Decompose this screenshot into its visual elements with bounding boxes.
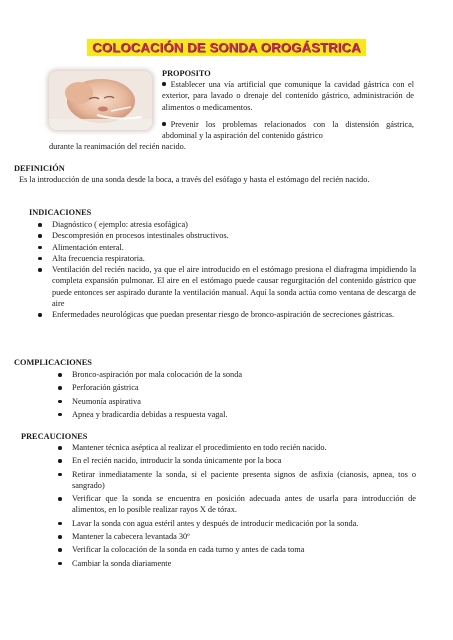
- list-item: Ventilación del recién nacido, ya que el aire introducido en el estómago presiona el diafragma impidiendo la completa expansión pulmonar. El aire en el estómago puede causar regurgitación del contenido gástrico que puede entonces ser aspirado durante la ventilación manual. Aquí la sonda actúa como ventana de descarga de aire: [52, 264, 416, 309]
- precauciones-list: [72, 442, 416, 569]
- bullet-icon: [58, 497, 62, 501]
- list-item: Verificar que la sonda se encuentra en posición adecuada antes de usarla para introducción de alimentos, en lo posible realizar rayos X de tórax.: [72, 493, 416, 516]
- bullet-icon: [58, 535, 62, 539]
- list-item: Perforación gástrica: [72, 382, 412, 393]
- list-item: Neumonía aspirativa: [72, 396, 412, 407]
- bullet-icon: [58, 548, 62, 552]
- bullet-icon: [58, 446, 62, 450]
- indicaciones-heading: INDICACIONES: [29, 208, 92, 217]
- list-item: Descompresión en procesos intestinales obstructivos.: [52, 230, 416, 241]
- list-item: Mantener técnica aséptica al realizar el procedimiento en todo recién nacido.: [72, 442, 416, 453]
- bullet-icon: [58, 522, 62, 526]
- bullet-icon: [58, 562, 62, 566]
- definicion-text: Es la introducción de una sonda desde la boca, a través del esófago y hasta el estómago del recién nacido.: [19, 175, 370, 184]
- list-item: Mantener la cabecera levantada 30º: [72, 531, 416, 542]
- list-item: Alta frecuencia respiratoria.: [52, 253, 416, 264]
- list-item: Cambiar la sonda diariamente: [72, 558, 416, 569]
- precauciones-heading: PRECAUCIONES: [21, 432, 88, 441]
- list-item: En el recién nacido, introducir la sonda únicamente por la boca: [72, 455, 416, 466]
- bullet-icon: [58, 386, 62, 390]
- bullet-icon: [58, 413, 62, 417]
- title-wrap: [0, 39, 453, 57]
- proposito-heading: PROPOSITO: [162, 69, 211, 78]
- bullet-icon: [38, 313, 42, 317]
- list-item: Apnea y bradicardia debidas a respuesta vagal.: [72, 409, 412, 420]
- bullet-icon: [38, 234, 42, 238]
- bullet-icon: [38, 257, 42, 261]
- complicaciones-heading: COMPLICACIONES: [14, 358, 92, 367]
- proposito-paragraph-2-continuation: durante la reanimación del recién nacido.: [49, 142, 186, 151]
- list-item: Bronco-aspiración por mala colocación de la sonda: [72, 369, 412, 380]
- list-item: Retirar inmediatamente la sonda, si el paciente presenta signos de asfixia (cianosis, apnea, tos o sangrado): [72, 469, 416, 492]
- proposito-p1-text: Establecer una vía artificial que comunique la cavidad gástrica con el exterior, para lavado o drenaje del contenido gástrico, administración de alimentos o medicamentos.: [162, 80, 414, 112]
- list-item: Lavar la sonda con agua estéril antes y después de introducir medicación por la sonda.: [72, 518, 416, 529]
- complicaciones-list: [72, 369, 412, 420]
- bullet-icon: [38, 268, 42, 272]
- bullet-icon: [38, 246, 42, 250]
- bullet-icon: [162, 122, 166, 126]
- bullet-icon: [58, 400, 62, 404]
- bullet-icon: [58, 473, 62, 477]
- bullet-icon: [162, 82, 166, 86]
- indicaciones-list: [52, 219, 416, 321]
- list-item: Alimentación enteral.: [52, 242, 416, 253]
- proposito-p2-text: Prevenir los problemas relacionados con la distensión gástrica, abdominal y la aspiración del contenido gástrico: [162, 120, 414, 141]
- bullet-icon: [58, 373, 62, 377]
- list-item: Verificar la colocación de la sonda en cada turno y antes de cada toma: [72, 544, 416, 555]
- list-item: Enfermedades neurológicas que puedan presentar riesgo de bronco-aspiración de secreciones gástricas.: [52, 309, 416, 320]
- newborn-photo: [49, 71, 152, 130]
- bullet-icon: [58, 459, 62, 463]
- bullet-icon: [38, 223, 42, 227]
- newborn-illustration: [49, 71, 152, 130]
- proposito-paragraph-2: [162, 119, 414, 142]
- document-title: COLOCACIÓN DE SONDA OROGÁSTRICA: [87, 39, 366, 56]
- list-item: Diagnóstico ( ejemplo: atresia esofágica): [52, 219, 416, 230]
- proposito-paragraph-1: [162, 79, 414, 113]
- definicion-heading: DEFINICIÓN: [14, 164, 65, 173]
